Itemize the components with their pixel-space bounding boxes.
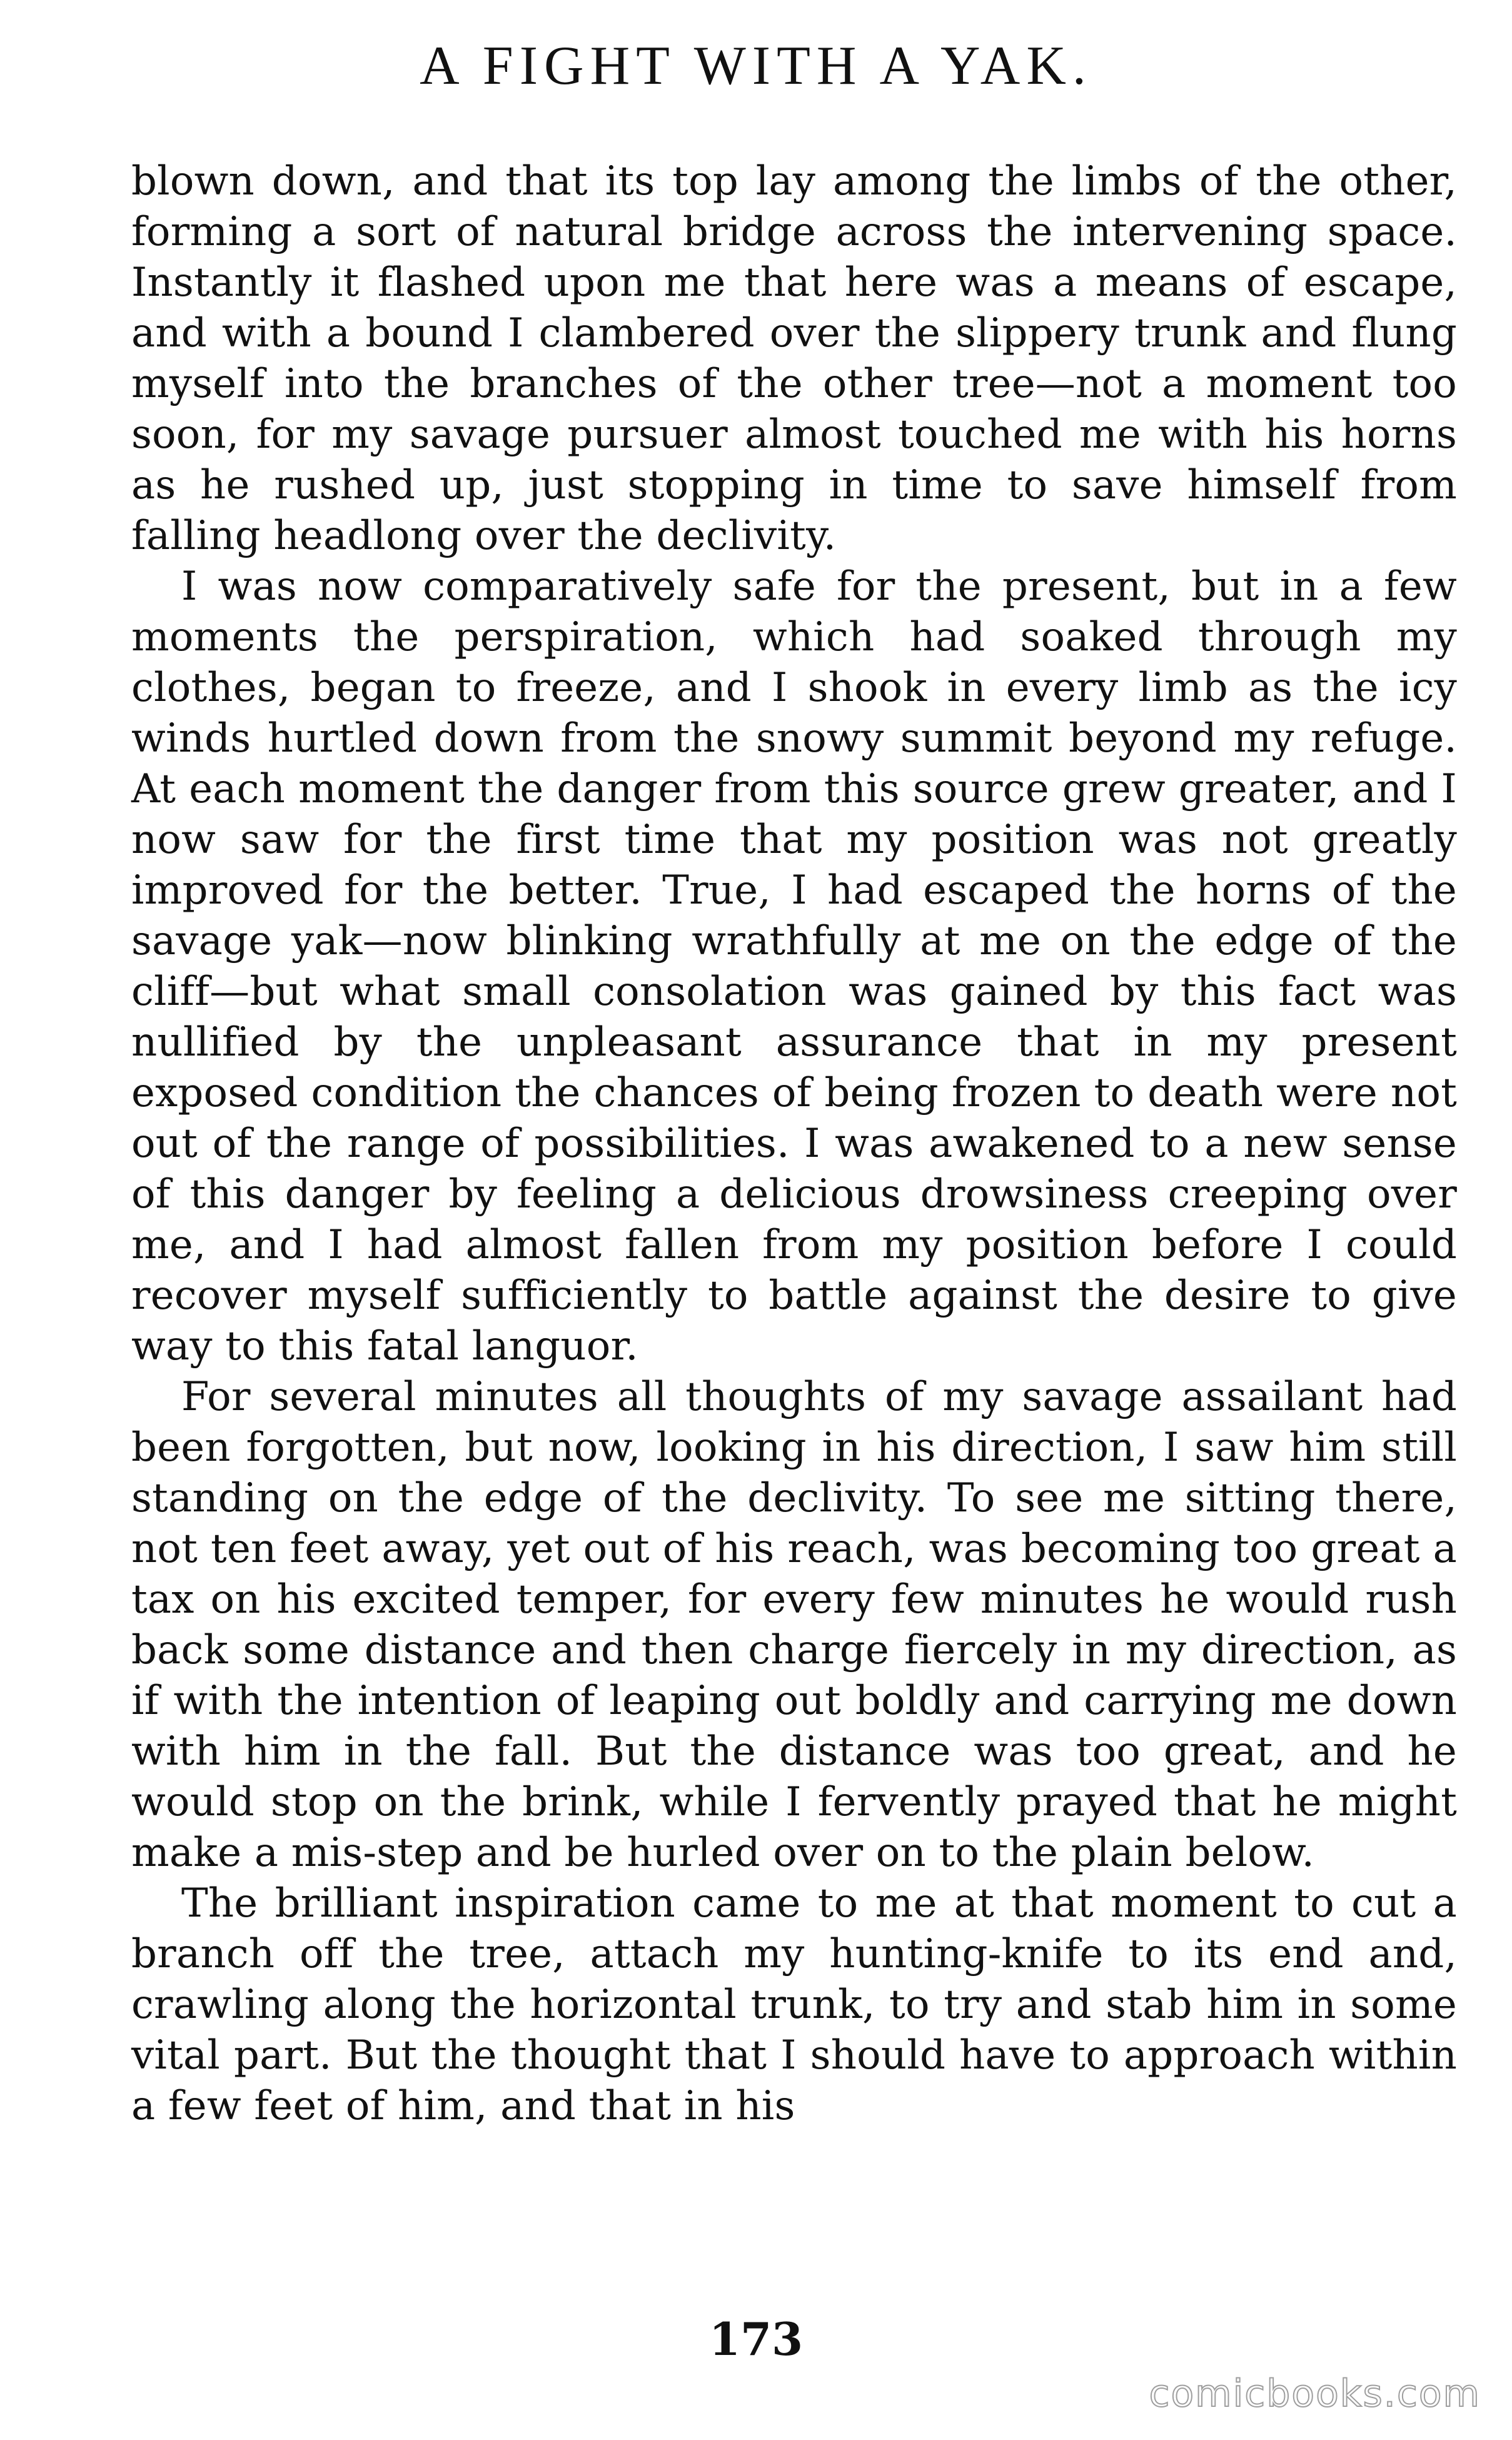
running-head: A FIGHT WITH A YAK. — [420, 36, 1092, 96]
page-number: 173 — [708, 2312, 804, 2366]
paragraph-continued: blown down, and that its top lay among the limbs of the other, forming a sort of natural bridge across the intervening space. Instantly it flashed upon me that here was a means of escape, and with a bound I clambered over the slippery trunk and flung myself into the branches of the other tree—not a moment too soon, for my savage pursuer almost touched me with his horns as he rushed up, just stopping in time to save himself from falling headlong over the declivity. — [131, 158, 1457, 559]
body-text — [131, 156, 1457, 2132]
paragraph: For several minutes all thoughts of my savage assailant had been forgotten, but now, looking in his direction, I saw him still standing on the edge of the declivity. To see me sitting there, not ten feet away, yet out of his reach, was becoming too great a tax on his excited temper, for every few minutes he would rush back some distance and then charge fiercely in my direction, as if with the intention of leaping out boldly and carrying me down with him in the fall. But the distance was too great, and he would stop on the brink, while I fervently prayed that he might make a mis-step and be hurled over on to the plain below. — [131, 1374, 1457, 1876]
paragraph: I was now comparatively safe for the present, but in a few moments the perspiration, which had soaked through my clothes, began to freeze, and I shook in every limb as the icy winds hurtled down from the snowy summit beyond my refuge. At each moment the danger from this source grew greater, and I now saw for the first time that my position was not greatly improved for the better. True, I had escaped the horns of the savage yak—now blinking wrathfully at me on the edge of the cliff—but what small consolation was gained by this fact was nullified by the unpleasant assurance that in my present exposed condition the chances of being frozen to death were not out of the range of possibilities. I was awakened to a new sense of this danger by feeling a delicious drowsiness creeping over me, and I had almost fallen from my position before I could recover myself sufficiently to battle against the desire to give way to this fatal languor. — [131, 563, 1457, 1369]
watermark: comicbooks.com — [1149, 2372, 1481, 2416]
paragraph: The brilliant inspiration came to me at that moment to cut a branch off the tree, attach my hunting-knife to its end and, crawling along the horizontal trunk, to try and stab him in some vital part. But the thought that I should have to approach within a few feet of him, and that in his — [131, 1880, 1457, 2129]
